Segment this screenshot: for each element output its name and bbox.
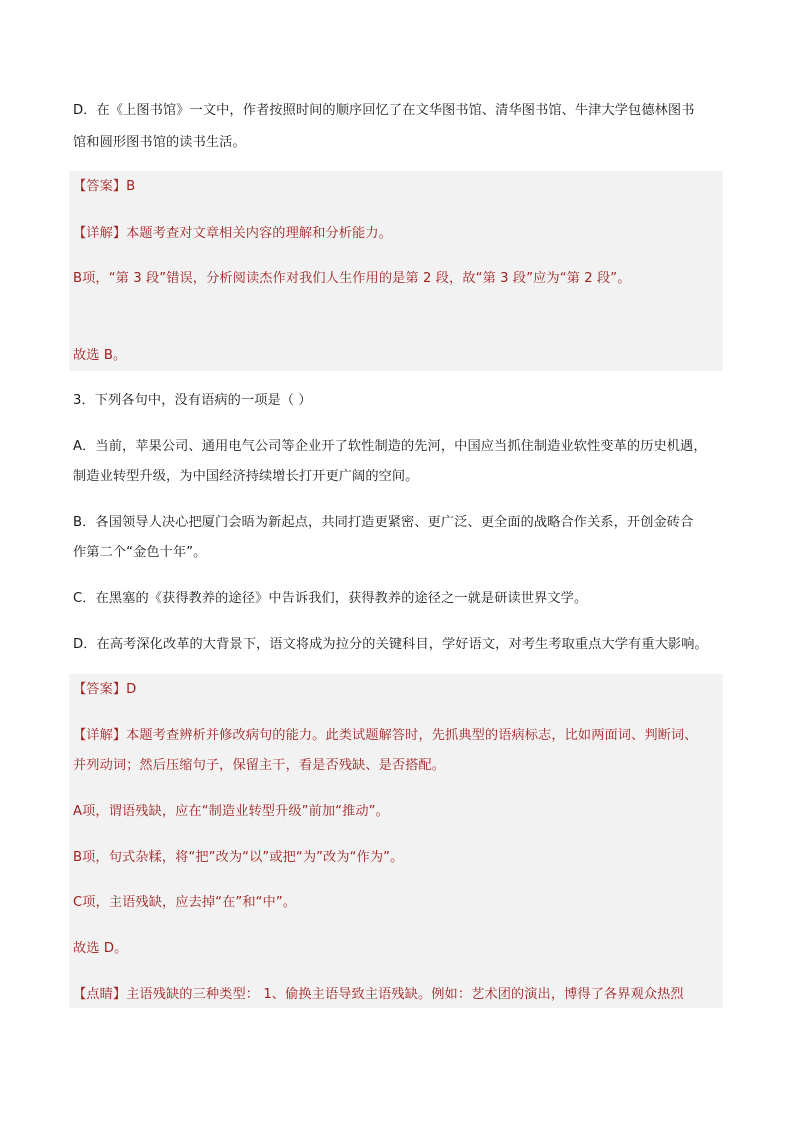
q3-option-b-line2: 作第二个“金色十年”。 — [73, 545, 207, 560]
q2-choose: 故选 B。 — [73, 348, 127, 363]
q3-detail-line2: 并列动词；然后压缩句子，保留主干，看是否残缺、是否搭配。 — [73, 758, 446, 773]
q3-detail-a-item: A项，谓语残缺，应在“制造业转型升级”前加“推动”。 — [73, 804, 389, 819]
q2-detail: 【详解】本题考查对文章相关内容的理解和分析能力。 — [73, 226, 392, 241]
q3-option-a-line1: A．当前，苹果公司、通用电气公司等企业开了软性制造的先河，中国应当抓住制造业软性变革的历史机遇， — [73, 439, 707, 454]
q3-option-b-line1: B．各国领导人决心把厦门会晤为新起点，共同打造更紧密、更广泛、更全面的战略合作关系，开创金砖合 — [73, 515, 694, 530]
q3-stem: 3．下列各句中，没有语病的一项是（ ） — [73, 393, 312, 408]
q3-detail-c-item: C项，主语残缺，应去掉“在”和“中”。 — [73, 895, 297, 910]
q2-answer: 【答案】B — [73, 179, 136, 194]
q3-detail-b-item: B项，句式杂糅，将“把”改为“以”或把“为”改为“作为”。 — [73, 850, 404, 865]
q3-answer: 【答案】D — [73, 682, 137, 697]
q3-option-c: C．在黑塞的《获得教养的途径》中告诉我们，获得教养的途径之一就是研读世界文学。 — [73, 591, 588, 606]
q3-option-d: D．在高考深化改革的大背景下，语文将成为拉分的关键科目，学好语文，对考生考取重点大学有重大影响。 — [73, 637, 708, 652]
q2-option-d-line1: D．在《上图书馆》一文中，作者按照时间的顺序回忆了在文华图书馆、清华图书馆、牛津大学包德林图书 — [73, 103, 695, 118]
q2-option-d-line2: 馆和圆形图书馆的读书生活。 — [73, 135, 246, 150]
q3-option-a-line2: 制造业转型升级，为中国经济持续增长打开更广阔的空间。 — [73, 469, 419, 484]
q3-choose: 故选 D。 — [73, 941, 128, 956]
q2-detail-b-item: B项，“第 3 段”错误，分析阅读杰作对我们人生作用的是第 2 段，故“第 3 段”应为“第 2 段”。 — [73, 271, 631, 286]
q3-tip: 【点睛】主语残缺的三种类型： 1、偷换主语导致主语残缺。例如：艺术团的演出，博得了各界观众热烈 — [73, 987, 684, 1002]
q3-detail-line1: 【详解】本题考查辨析并修改病句的能力。此类试题解答时，先抓典型的语病标志，比如两面词、判断词、 — [73, 728, 698, 743]
